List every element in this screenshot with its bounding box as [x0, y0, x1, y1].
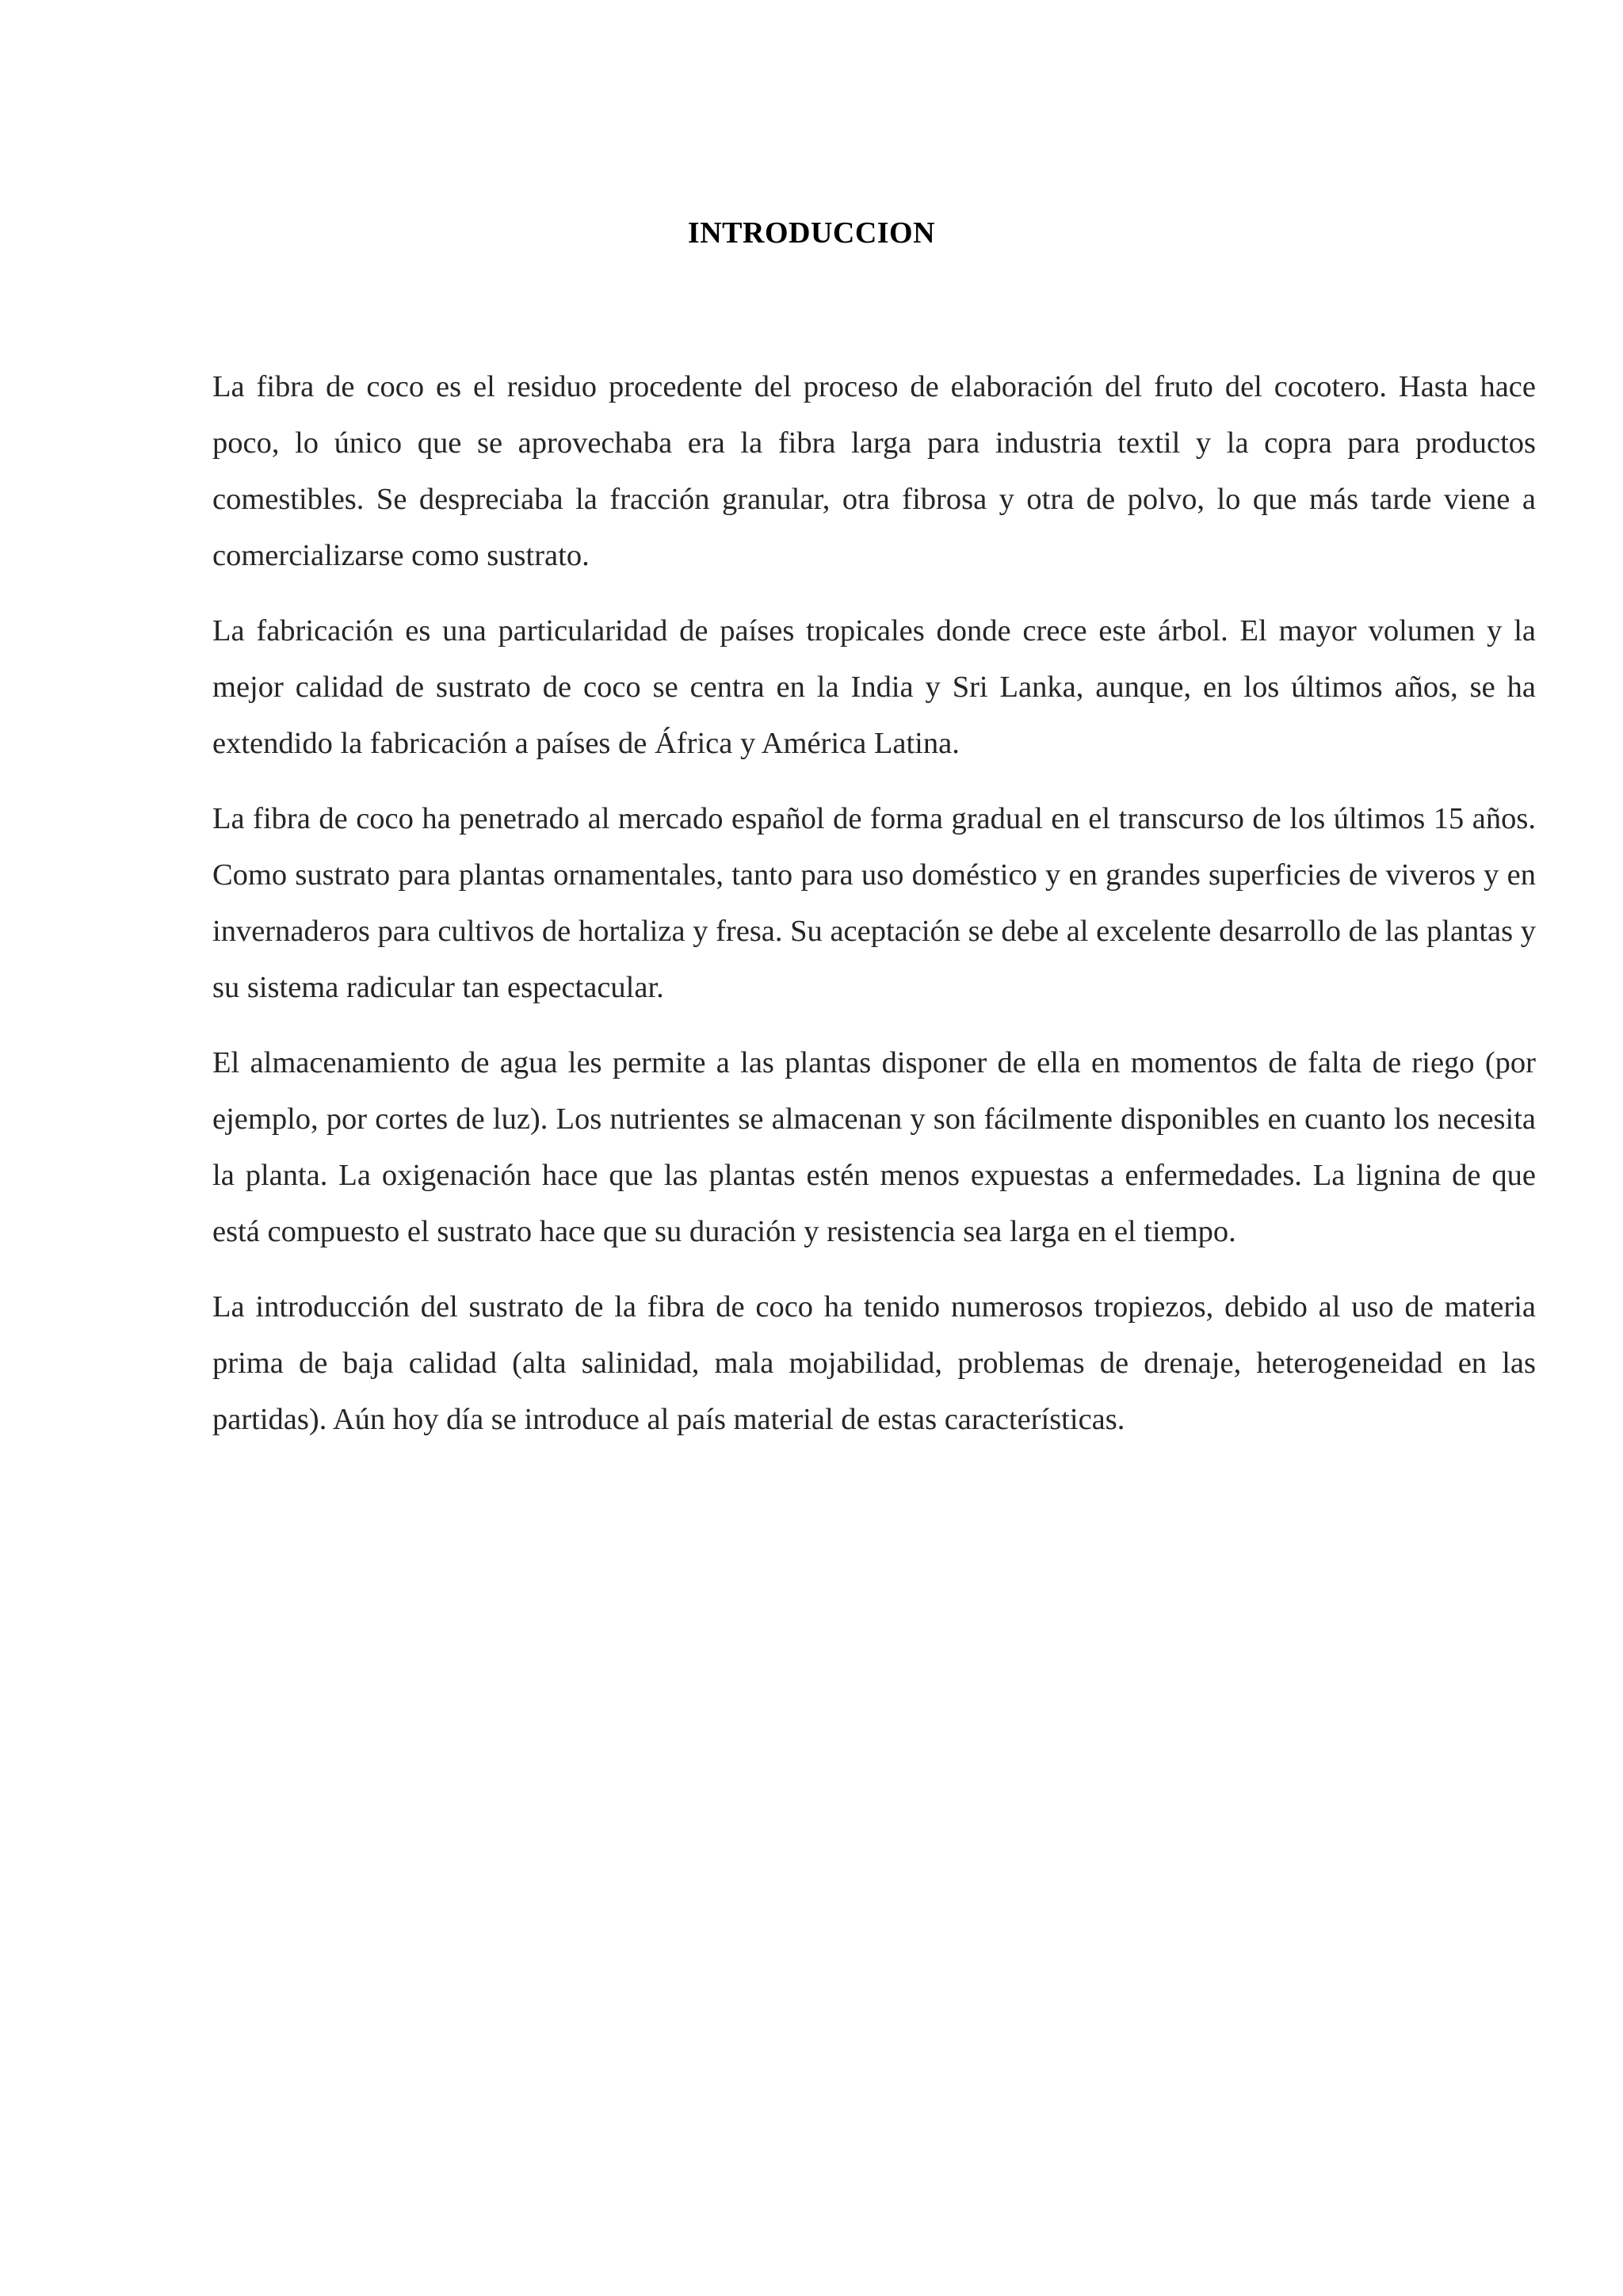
paragraph: La introducción del sustrato de la fibra de coco ha tenido numerosos tropiezos, debido al uso de materia prima de baja calidad (alta salinidad, mala mojabilidad, problemas de drenaje, heterogeneidad en las partidas). Aún hoy día se introduce al país material de estas características.	[212, 1290, 1536, 1436]
paragraph: La fibra de coco es el residuo procedente del proceso de elaboración del fruto del cocotero. Hasta hace poco, lo único que se aprovechaba era la fibra larga para industria textil y la copra para productos comestibles. Se despreciaba la fracción granular, otra fibrosa y otra de polvo, lo que más tarde viene a comercializarse como sustrato.	[212, 370, 1536, 572]
page-title: INTRODUCCION	[687, 216, 936, 250]
paragraph: La fabricación es una particularidad de países tropicales donde crece este árbol. El mayor volumen y la mejor calidad de sustrato de coco se centra en la India y Sri Lanka, aunque, en los últimos años, se ha extendido la fabricación a países de África y América Latina.	[212, 614, 1536, 760]
body-text	[212, 359, 1536, 1467]
paragraph: La fibra de coco ha penetrado al mercado español de forma gradual en el transcurso de los últimos 15 años. Como sustrato para plantas ornamentales, tanto para uso doméstico y en grandes superficies de viveros y en invernaderos para cultivos de hortaliza y fresa. Su aceptación se debe al excelente desarrollo de las plantas y su sistema radicular tan espectacular.	[212, 802, 1536, 1004]
paragraph: El almacenamiento de agua les permite a las plantas disponer de ella en momentos de falta de riego (por ejemplo, por cortes de luz). Los nutrientes se almacenan y son fácilmente disponibles en cuanto los necesita la planta. La oxigenación hace que las plantas estén menos expuestas a enfermedades. La lignina de que está compuesto el sustrato hace que su duración y resistencia sea larga en el tiempo.	[212, 1046, 1536, 1248]
